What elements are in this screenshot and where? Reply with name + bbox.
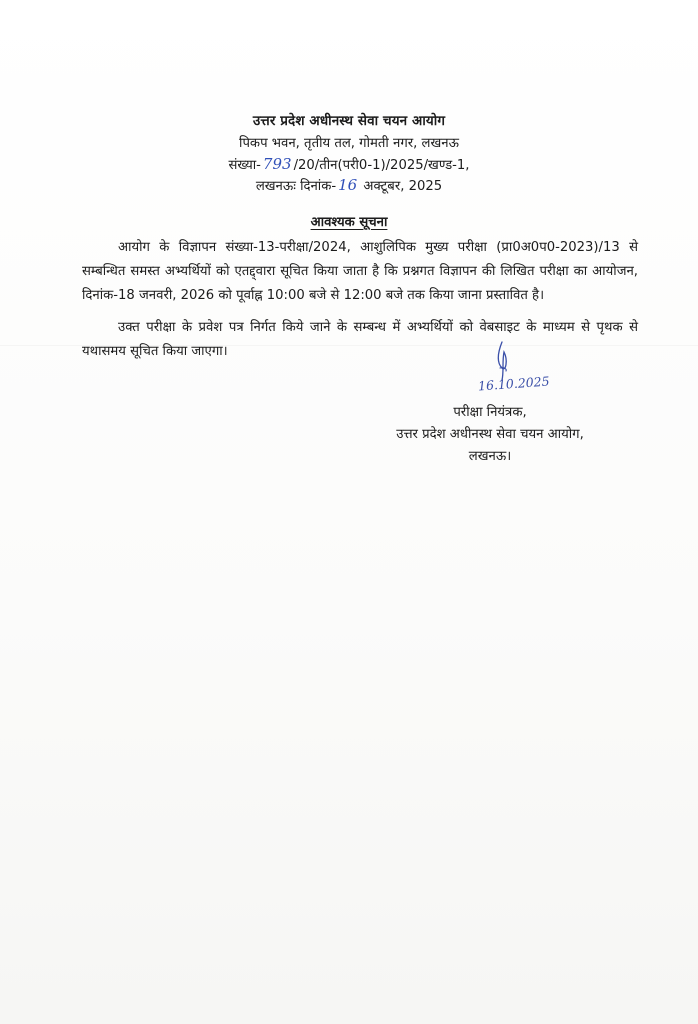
date-handwritten-day: 16 [338,176,358,194]
issue-date [0,176,698,194]
notice-paragraph-2: उक्त परीक्षा के प्रवेश पत्र निर्गत किये जाने के सम्बन्ध में अभ्यर्थियों को वेबसाइट के माध्यम से पृथक से यथासमय सूचित किया जाएगा। [82,320,638,359]
signatory-city: लखनऊ। [468,449,512,464]
reference-prefix: संख्या- [228,158,261,173]
notice-paragraph-1: आयोग के विज्ञापन संख्या-13-परीक्षा/2024, आशुलिपिक मुख्य परीक्षा (प्रा0अ0प0-2023)/13 से सम्बन्धित समस्त अभ्यर्थियों को एतद्द्वारा सूचित किया जाता है कि प्रश्नगत विज्ञापन की लिखित परीक्षा का आयोजन, दिनांक-18 जनवरी, 2026 को पूर्वाह्न 10:00 बजे से 12:00 बजे तक किया जाना प्रस्तावित है। [82,240,638,303]
org-address: पिकप भवन, तृतीय तल, गोमती नगर, लखनऊ [239,136,459,151]
notice-heading: आवश्यक सूचना [310,215,388,230]
date-suffix: अक्टूबर, 2025 [359,179,443,194]
reference-suffix: /20/तीन(परी0-1)/2025/खण्ड-1, [293,158,470,173]
signatory-organisation: उत्तर प्रदेश अधीनस्थ सेवा चयन आयोग, [396,427,584,442]
date-prefix: लखनऊः दिनांक- [255,179,337,194]
reference-handwritten-number: 793 [262,155,292,173]
handwritten-signature [462,338,572,404]
signatory-designation: परीक्षा नियंत्रक, [453,405,527,420]
org-title: उत्तर प्रदेश अधीनस्थ सेवा चयन आयोग [252,113,446,129]
signature-date: 16.10.2025 [477,373,551,394]
reference-number [0,155,698,173]
